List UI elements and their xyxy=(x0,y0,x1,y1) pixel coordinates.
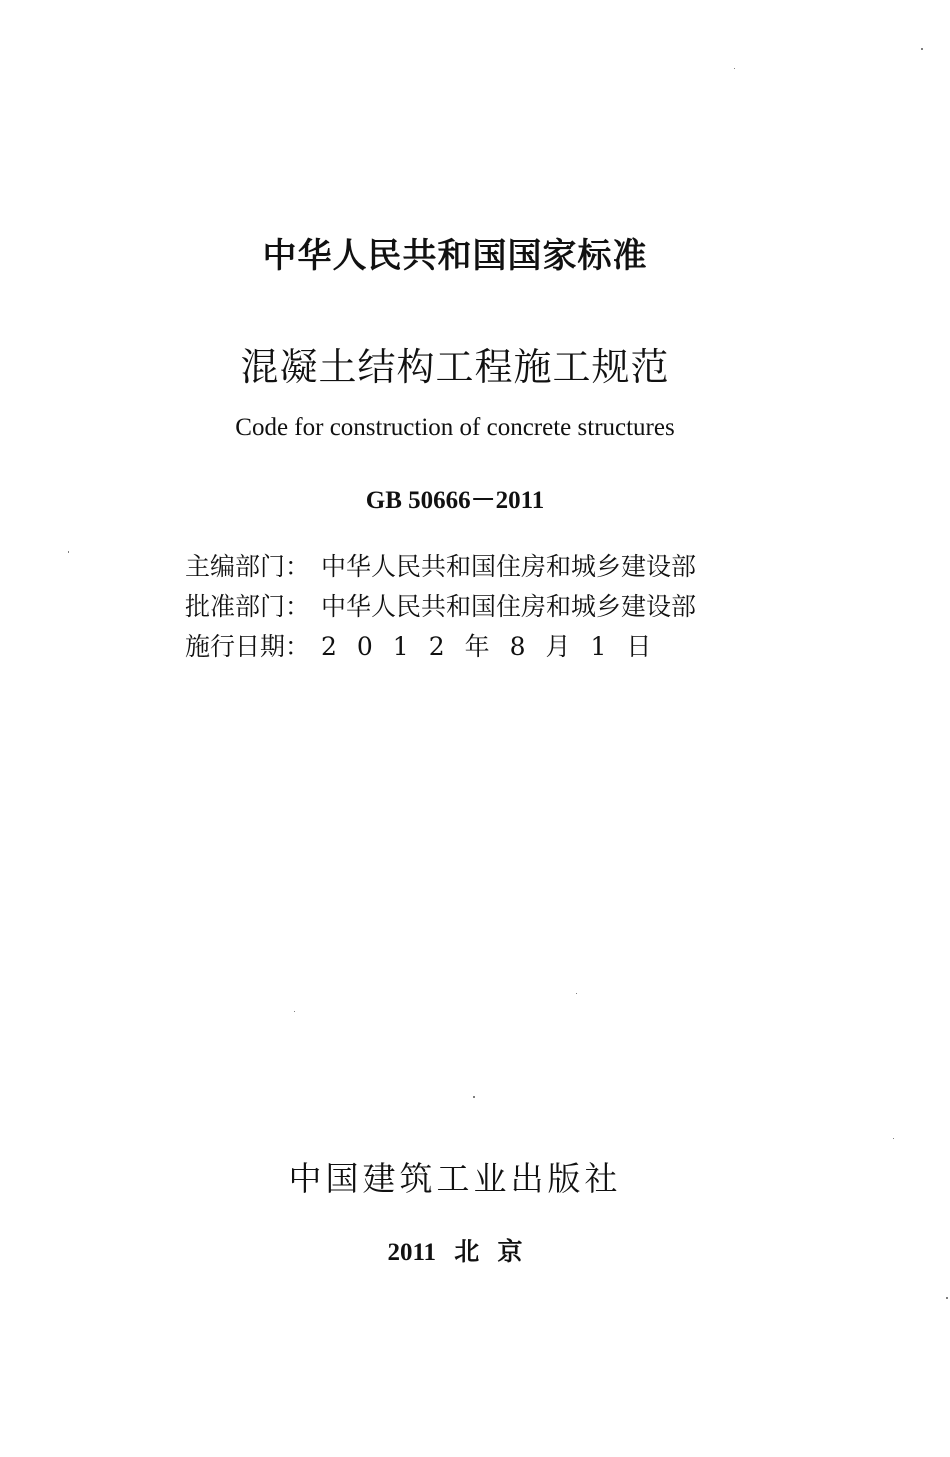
scan-speck xyxy=(68,551,69,553)
scan-speck xyxy=(893,1138,894,1139)
imprint-year-city: 2011 北 京 xyxy=(387,1239,523,1266)
approval-value: 中华人民共和国住房和城乡建设部 xyxy=(321,592,697,621)
english-title: Code for construction of concrete structures xyxy=(235,414,675,441)
chief-editor-row xyxy=(185,547,696,587)
standard-number: GB 50666－2011 xyxy=(365,487,545,514)
scan-speck xyxy=(921,48,923,50)
scan-speck xyxy=(473,1096,475,1098)
info-block xyxy=(185,547,696,667)
chief-editor-label: 主编部门： xyxy=(185,552,311,581)
standard-series-heading: 中华人民共和国国家标准 xyxy=(262,236,648,276)
chief-editor-value: 中华人民共和国住房和城乡建设部 xyxy=(321,552,697,581)
chinese-title: 混凝土结构工程施工规范 xyxy=(240,345,670,389)
publisher-name: 中国建筑工业出版社 xyxy=(288,1159,622,1198)
effective-date-row xyxy=(185,627,696,667)
scan-speck xyxy=(734,68,735,69)
approval-label: 批准部门： xyxy=(185,592,311,621)
approval-row xyxy=(185,587,696,627)
scan-speck xyxy=(946,1297,948,1299)
effective-date-label: 施行日期： xyxy=(185,632,311,661)
scan-speck xyxy=(294,1011,295,1012)
scan-speck xyxy=(576,993,577,994)
effective-date-value: 2012年8月1日 xyxy=(321,632,672,661)
